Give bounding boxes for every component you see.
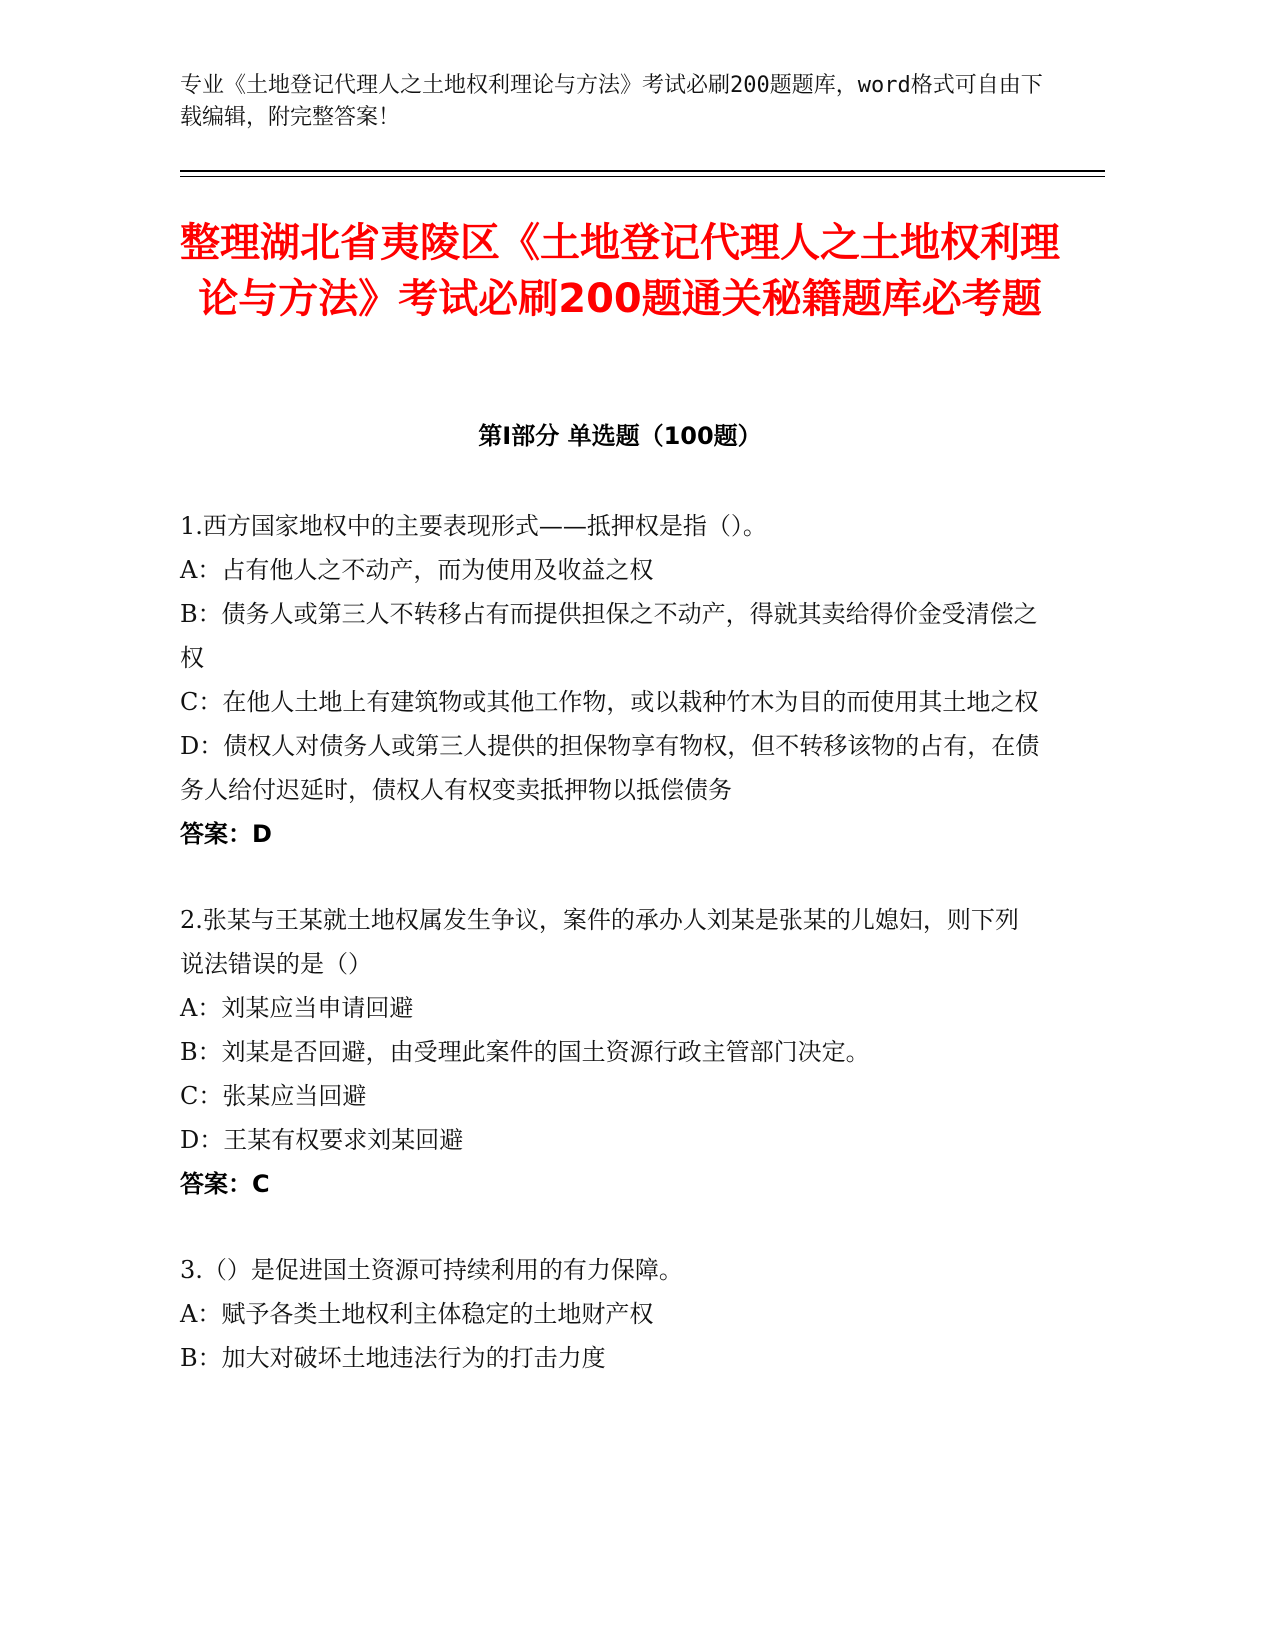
option-d: D：债权人对债务人或第三人提供的担保物享有物权，但不转移该物的占有，在债务人给付迟延时，债权人有权变卖抵押物以抵偿债务 [180, 732, 1040, 804]
question-1 [180, 504, 1040, 856]
question-list [180, 504, 1040, 1422]
option-a: A：赋予各类土地权利主体稳定的土地财产权 [180, 1300, 654, 1328]
document-title: 整理湖北省夷陵区《土地登记代理人之土地权利理论与方法》考试必刷200题通关秘籍题库必考题 [180, 220, 1060, 322]
question-stem: 1.西方国家地权中的主要表现形式——抵押权是指（）。 [180, 512, 767, 540]
option-a: A：占有他人之不动产，而为使用及收益之权 [180, 556, 654, 584]
section-title: 第Ⅰ部分 单选题（100题） [478, 422, 762, 450]
question-2 [180, 898, 1040, 1206]
option-b: B：债务人或第三人不转移占有而提供担保之不动产，得就其卖给得价金受清偿之权 [180, 600, 1038, 672]
option-b: B：刘某是否回避，由受理此案件的国土资源行政主管部门决定。 [180, 1038, 870, 1066]
option-d: D：王某有权要求刘某回避 [180, 1126, 464, 1154]
header-note: 专业《土地登记代理人之土地权利理论与方法》考试必刷200题题库，word格式可自由下载编辑，附完整答案！ [180, 73, 1043, 130]
question-3 [180, 1248, 1040, 1380]
answer: 答案：C [180, 1170, 270, 1198]
option-a: A：刘某应当申请回避 [180, 994, 414, 1022]
header-rule-thin [180, 176, 1105, 177]
answer: 答案：D [180, 820, 272, 848]
question-stem: 3.（）是促进国土资源可持续利用的有力保障。 [180, 1256, 683, 1284]
question-stem: 2.张某与王某就土地权属发生争议，案件的承办人刘某是张某的儿媳妇，则下列说法错误的是（） [180, 906, 1019, 978]
option-b: B：加大对破坏土地违法行为的打击力度 [180, 1344, 606, 1372]
header-rule-thick [180, 170, 1105, 172]
option-c: C：张某应当回避 [180, 1082, 367, 1110]
option-c: C：在他人土地上有建筑物或其他工作物，或以栽种竹木为目的而使用其土地之权 [180, 688, 1039, 716]
